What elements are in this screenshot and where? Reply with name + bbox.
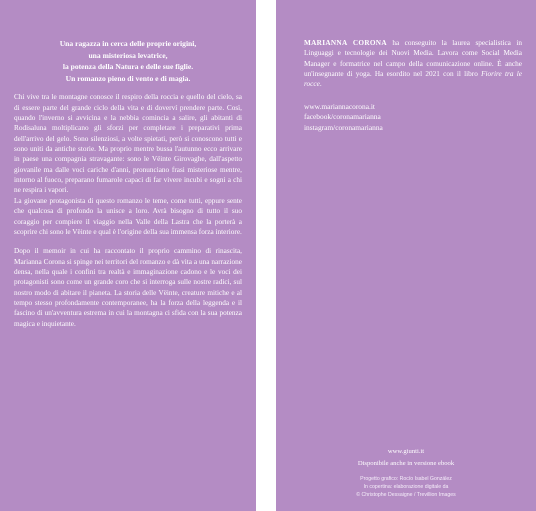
bio-text: ha conseguito la laurea specialistica in Linguaggi e tecnologie dei Nuovi Media. Lavora come Social Media Manager e formatrice nel campo della comunicazione online. È anche un'insegnante di yoga. Ha esordito nel 2021 con il libro xyxy=(304,39,523,79)
credit-line: © Christophe Dessaigne / Trevillion Images xyxy=(356,491,456,498)
back-flap xyxy=(276,0,536,511)
credit-line: Progetto grafico: Rocío Isabel González xyxy=(360,476,452,482)
bio-end: . xyxy=(319,80,322,89)
tagline-line: una misteriosa levatrice, xyxy=(88,50,168,60)
publisher-website[interactable]: www.giunti.it xyxy=(387,448,425,455)
author-bio xyxy=(304,38,522,90)
author-intro-paragraph: Dopo il memoir in cui ha raccontato il proprio cammino di rinascita, Marianna Corona si spinge nei territori del romanzo e dà vita a una narrazione densa, nella quale i confini tra realtà e immaginazione cadono e le voci dei protagonisti sono come un grande coro che si interroga sulle nostre radici, sul nostro modo di abitare il pianeta. La storia delle Vëinte, creature mitiche e al tempo stesso profondamente contemporanee, ha la forza della leggenda e il fascino di un'avventura estrema in cui la montagna ci sfida con la sua potenza magica e inquietante. xyxy=(14,247,242,328)
tagline xyxy=(14,38,242,84)
facebook-link[interactable]: facebook/coronamarianna xyxy=(304,112,381,122)
author-name: MARIANNA CORONA xyxy=(304,39,387,47)
credit-line: In copertina: elaborazione digitale da xyxy=(363,483,449,490)
front-flap xyxy=(0,0,256,511)
ebook-note: Disponibile anche in versione ebook xyxy=(357,460,455,467)
synopsis-paragraph: La giovane protagonista di questo romanzo le teme, come tutti, eppure sente che qualcosa di profondo la unisce a loro. Avrà bisogno di tutto il suo coraggio per compiere il viaggio nella Valle della Lastra che la porterà a scoprire chi sono le Vëinte e qual è l'origine della sua immensa forza interiore. xyxy=(14,196,242,236)
flap-gutter xyxy=(256,0,276,511)
instagram-link[interactable]: instagram/coronamarianna xyxy=(304,122,383,132)
previous-book-title: Fiorire tra le rocce xyxy=(304,70,522,89)
tagline-line: la potenza della Natura e delle sue figlie. xyxy=(62,62,194,72)
author-links xyxy=(304,102,522,134)
author-website-link[interactable]: www.mariannacorona.it xyxy=(304,101,375,111)
synopsis-paragraph: Chi vive tra le montagne conosce il respiro della roccia e quello del cielo, sa di essere parte del grande ciclo della vita e di doverví prendere parte. Così, quando l'inverno si avvicina e la nebbia comincia a salire, gli abitanti di Rodisaluna moltiplicano gli sforzi per completare i preparativi prima dell'arrivo del gelo. Sono silenziosi, a volte spietati, però si conoscono tutti e sono uniti da antiche storie. Ma proprio mentre bussa l'autunno ecco arrivare in paese una compagnia stravagante: sono le Vëinte Girovaghe, dall'aspetto giovanile ma dalle voci cariche d'anni, pronunciano frasi misteriose mentre, intorno al fuoco, preparano fumarole capaci di far vivere incubi e sogni a chi ne respira i vapori. xyxy=(14,93,242,195)
tagline-line: Un romanzo pieno di vento e di magia. xyxy=(65,73,191,83)
credits xyxy=(276,476,536,499)
tagline-line: Una ragazza in cerca delle proprie origini, xyxy=(59,39,197,48)
